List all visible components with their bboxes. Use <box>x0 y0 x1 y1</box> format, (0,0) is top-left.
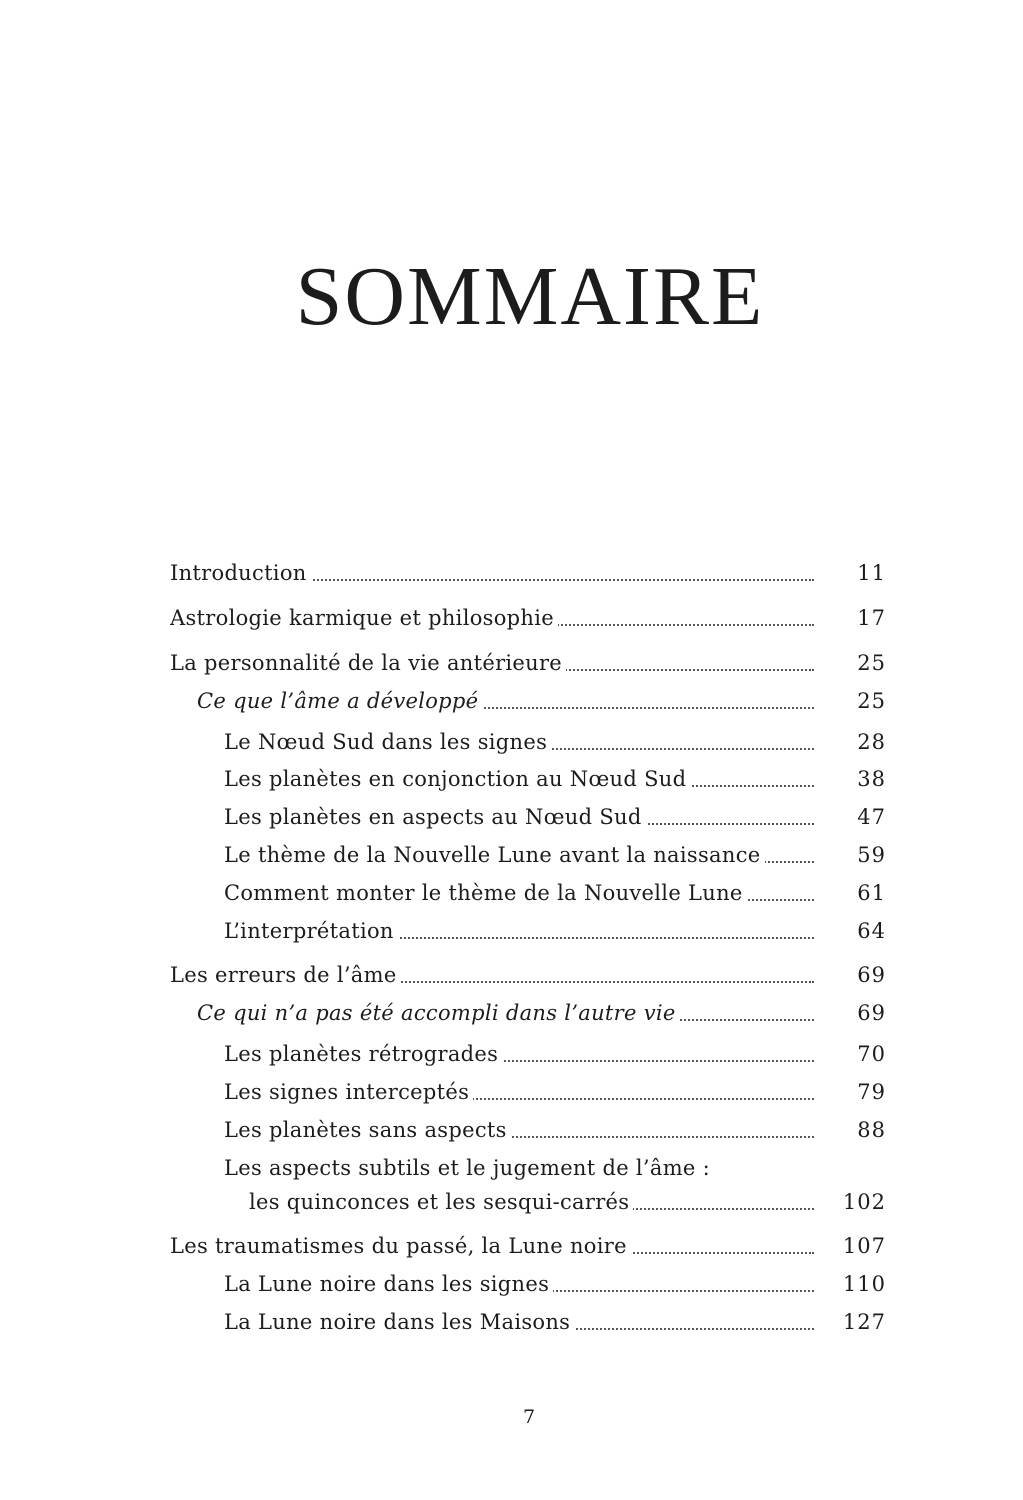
entry-page: 59 <box>857 843 886 867</box>
entry-title: Les signes interceptés <box>224 1075 814 1109</box>
toc-entry-interpretation <box>0 914 1023 948</box>
entry-title: L’interprétation <box>224 914 814 948</box>
entry-title: La personnalité de la vie antérieure <box>170 646 814 680</box>
entry-page: 79 <box>857 1080 886 1104</box>
entry-page: 11 <box>857 561 886 585</box>
entry-page: 17 <box>857 606 886 630</box>
toc-entry-noeud-sud-signes <box>0 725 1023 759</box>
toc-entry-aspects-subtils-line2 <box>0 1185 1023 1219</box>
toc-entry-non-accompli <box>0 996 1023 1030</box>
entry-page: 69 <box>857 963 886 987</box>
entry-title-continuation: les quinconces et les sesqui-carrés <box>249 1185 814 1219</box>
entry-page: 107 <box>842 1234 886 1258</box>
entry-title: Les planètes en aspects au Nœud Sud <box>224 800 814 834</box>
toc-entry-signes-interceptes <box>0 1075 1023 1109</box>
entry-page: 69 <box>857 1001 886 1025</box>
toc-entry-theme-nouvelle-lune <box>0 838 1023 872</box>
toc-entry-lune-noire-signes <box>0 1267 1023 1301</box>
entry-title: Le Nœud Sud dans les signes <box>224 725 814 759</box>
toc-entry-lune-noire-maisons <box>0 1305 1023 1339</box>
entry-title: Les planètes rétrogrades <box>224 1037 814 1071</box>
toc-entry-introduction <box>0 556 1023 590</box>
entry-title: Ce que l’âme a développé <box>197 684 814 718</box>
entry-page: 47 <box>857 805 886 829</box>
toc-entry-aspects-subtils-line1 <box>0 1151 1023 1185</box>
entry-page: 70 <box>857 1042 886 1066</box>
toc-entry-sans-aspects <box>0 1113 1023 1147</box>
entry-title: Les traumatismes du passé, la Lune noire <box>170 1229 814 1263</box>
entry-title: Ce qui n’a pas été accompli dans l’autre vie <box>197 996 814 1030</box>
entry-title: Les planètes sans aspects <box>224 1113 814 1147</box>
entry-title: Introduction <box>170 556 814 590</box>
toc-entry-erreurs-ame <box>0 958 1023 992</box>
toc-entry-monter-theme <box>0 876 1023 910</box>
entry-page: 28 <box>857 730 886 754</box>
page-title: SOMMAIRE <box>295 250 765 343</box>
entry-page: 61 <box>857 881 886 905</box>
toc-entry-personnalite <box>0 646 1023 680</box>
entry-page: 127 <box>842 1310 886 1334</box>
toc-entry-planetes-conjonction <box>0 762 1023 796</box>
entry-title: Le thème de la Nouvelle Lune avant la naissance <box>224 838 814 872</box>
entry-title: Les planètes en conjonction au Nœud Sud <box>224 762 814 796</box>
entry-title: Astrologie karmique et philosophie <box>170 601 814 635</box>
entry-title: Les aspects subtils et le jugement de l’âme : <box>224 1156 711 1180</box>
entry-page: 110 <box>842 1272 886 1296</box>
toc-entry-astrologie-karmique <box>0 601 1023 635</box>
toc-entry-retrogrades <box>0 1037 1023 1071</box>
entry-page: 102 <box>842 1190 886 1214</box>
toc-entry-traumatismes <box>0 1229 1023 1263</box>
entry-title: La Lune noire dans les Maisons <box>224 1305 814 1339</box>
entry-title: La Lune noire dans les signes <box>224 1267 814 1301</box>
entry-page: 25 <box>857 651 886 675</box>
toc-entry-ame-developpe <box>0 684 1023 718</box>
entry-page: 38 <box>857 767 886 791</box>
toc-entry-planetes-aspects <box>0 800 1023 834</box>
entry-title: Comment monter le thème de la Nouvelle Lune <box>224 876 814 910</box>
entry-page: 64 <box>857 919 886 943</box>
entry-page: 25 <box>857 689 886 713</box>
page-number: 7 <box>522 1406 536 1428</box>
entry-page: 88 <box>857 1118 886 1142</box>
entry-title: Les erreurs de l’âme <box>170 958 814 992</box>
